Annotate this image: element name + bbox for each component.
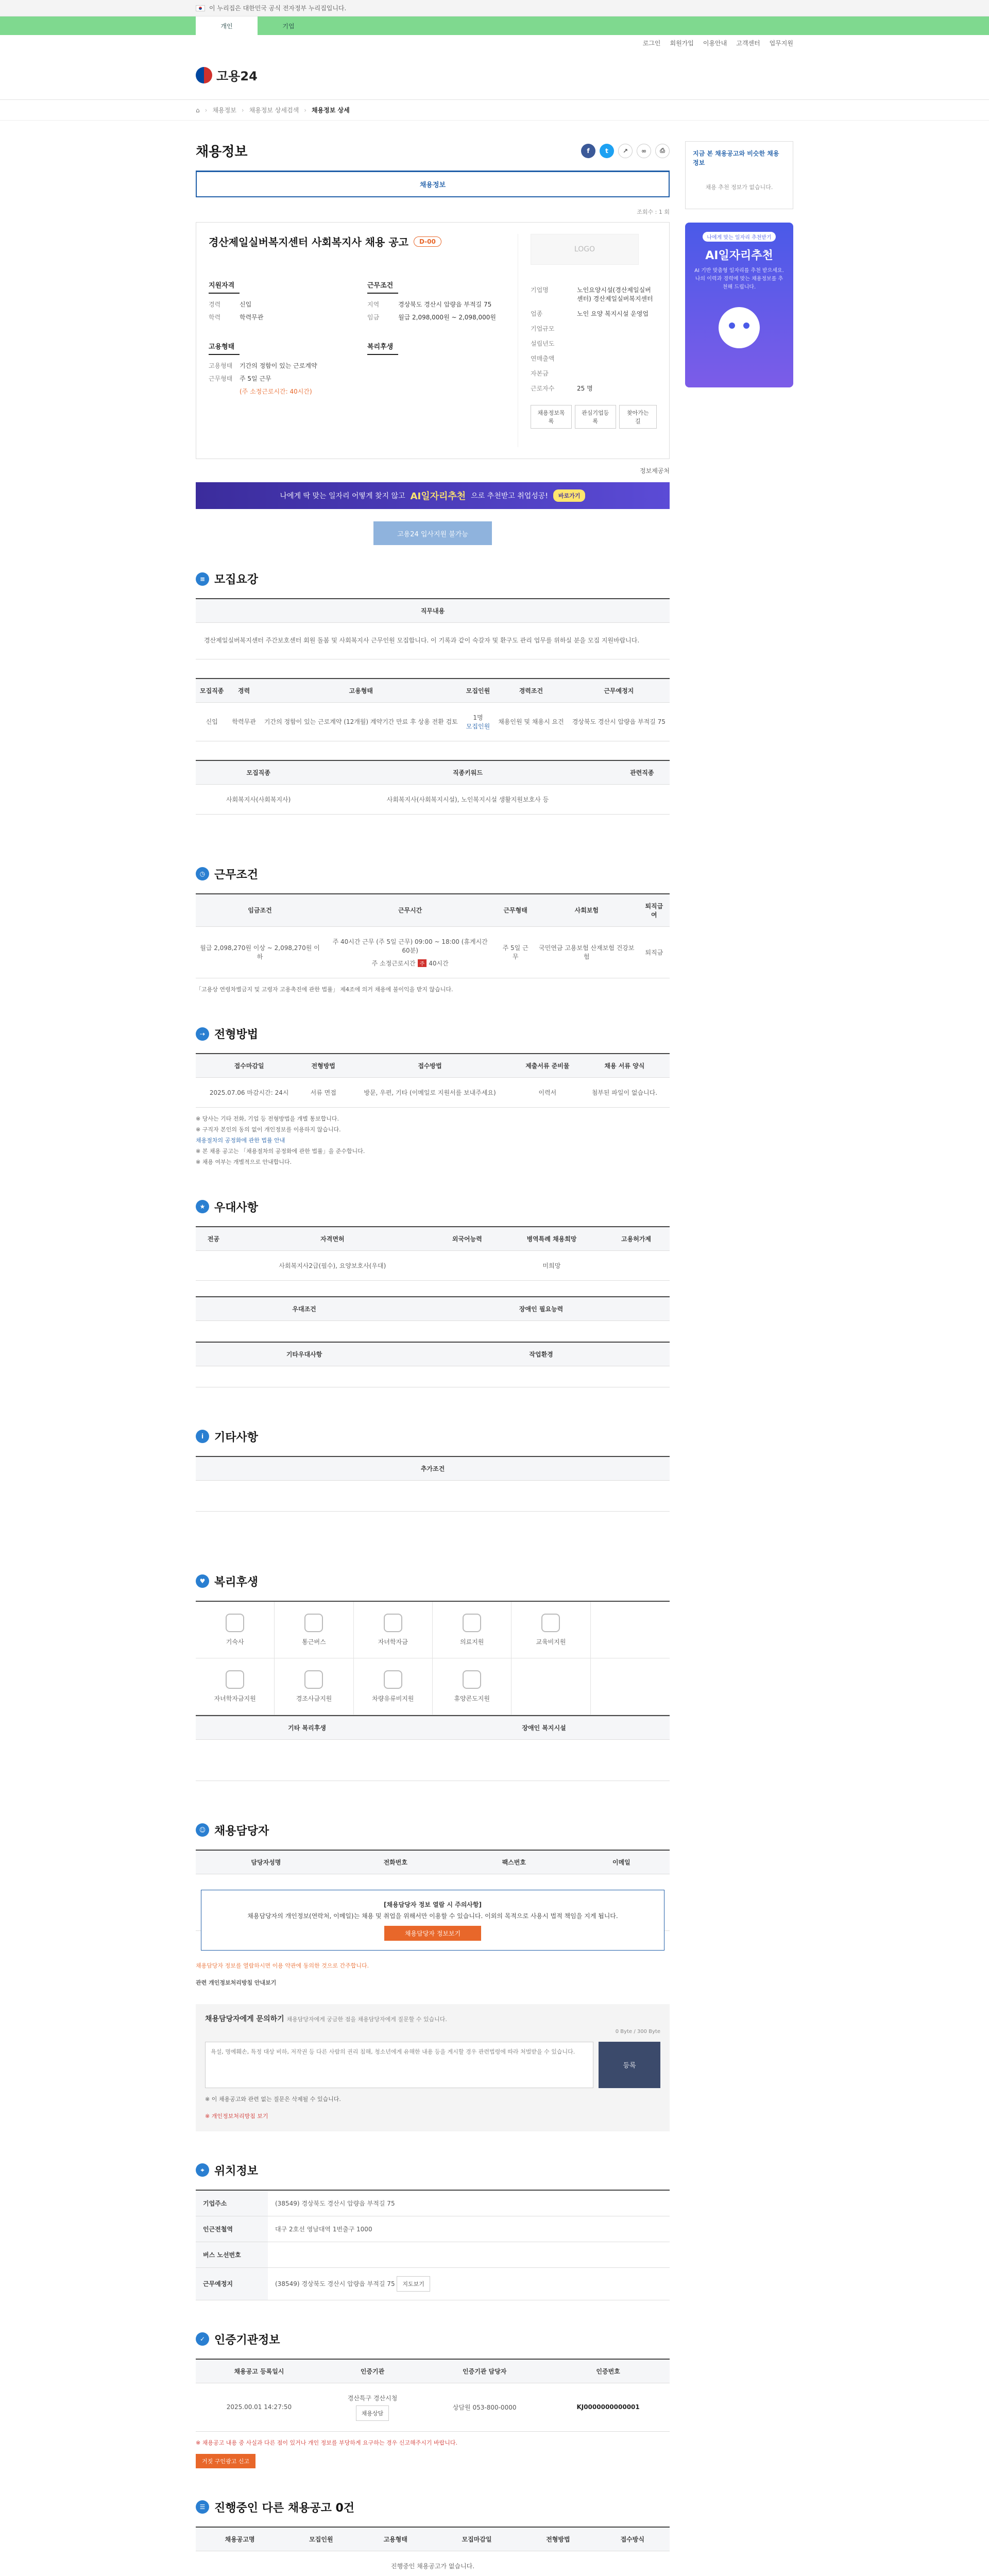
table-cell [603, 1250, 670, 1280]
table-header: 제출서류 준비물 [516, 1054, 579, 1078]
table-header: 접수방법 [344, 1054, 516, 1078]
chevron-right-icon: › [304, 106, 306, 114]
car-icon [384, 1670, 402, 1689]
table-header: 이메일 [573, 1850, 670, 1874]
table-header: 고용형태 [260, 679, 462, 703]
ai-recommend-banner[interactable] [196, 482, 670, 509]
label: 근로자수 [531, 385, 555, 392]
graduation-icon [541, 1614, 560, 1632]
posting-title-text: 경산제일실버복지센터 사회복지사 채용 공고 [209, 236, 408, 248]
main-content [196, 121, 670, 2576]
similar-jobs-box [685, 141, 793, 209]
welfare-label: 의료지원 [459, 1638, 484, 1646]
tab-company[interactable]: 기업 [282, 22, 295, 30]
table-header: 작업환경 [413, 1342, 670, 1366]
table-row [196, 702, 670, 741]
welfare-item [433, 1658, 511, 1715]
table-header: 채용공고명 [196, 2527, 284, 2551]
welfare-summary [367, 341, 505, 400]
section-recruit [196, 571, 670, 587]
section-label: 복리후생 [367, 341, 398, 355]
table-cell: 2025.07.06 마감시간: 24시 [196, 1078, 302, 1108]
welfare-item [591, 1658, 670, 1715]
gift-box-icon [304, 1670, 323, 1689]
info-provider-link[interactable]: 정보제공처 [640, 467, 670, 474]
map-pin-icon: ⌖ [196, 2163, 209, 2177]
hours-value: 40시간 [429, 959, 449, 967]
table-header: 장애인 복지시설 [418, 1716, 670, 1740]
table-row [196, 2242, 670, 2267]
table-header: 자격면허 [231, 1227, 434, 1251]
table-cell: 1명 [473, 714, 483, 721]
table-header: 모집인원 [462, 679, 494, 703]
label: 학력 [209, 314, 221, 321]
other-jobs-table [196, 2527, 670, 2576]
work-conditions [367, 280, 505, 326]
banner-go-button[interactable]: 바로가기 [553, 489, 586, 502]
note-line: ※ 채용 여부는 개별적으로 안내합니다. [196, 1159, 292, 1166]
welfare-item [354, 1658, 433, 1715]
hours-note: 주 소정근로시간 [371, 959, 416, 967]
label: 기업규모 [531, 325, 555, 332]
robot-icon [719, 307, 760, 348]
table-row [196, 1078, 670, 1108]
document-icon: ≡ [196, 572, 209, 586]
table-header: 모집마감일 [433, 2527, 521, 2551]
ai-chip: 나에게 맞는 일자리 추천받기 [703, 232, 775, 242]
education-icon [384, 1614, 402, 1632]
contact-privacy-popup [201, 1890, 664, 1951]
table-header: 고용형태 [359, 2527, 433, 2551]
section-label: 고용형태 [209, 341, 240, 355]
util-bar [0, 35, 989, 50]
table-header: 직종키워드 [321, 760, 614, 785]
breadcrumb-item[interactable]: 채용정보 [212, 107, 236, 114]
section-work [196, 866, 670, 882]
table-header: 근무시간 [324, 894, 496, 927]
company-industry: 노인 요양 복지시설 운영업 [577, 310, 649, 317]
ai-desc: AI 기반 맞춤형 일자리를 추천 받으세요. 나의 이력과 경력에 맞는 채용정보를 추천해 드립니다. [694, 268, 784, 290]
work-table [196, 893, 670, 978]
table-header: 채용 서류 양식 [579, 1054, 670, 1078]
popup-title: [채용담당자 정보 열람 시 주의사항] [384, 1901, 482, 1908]
share-icon[interactable]: ↗ [618, 144, 633, 158]
flow-icon: ⇢ [196, 1027, 209, 1041]
age-law-note[interactable]: 「고용상 연령차별금지 및 고령자 고용촉진에 관한 법률」 제4조에 의거 채용에 불이익을 받지 않습니다. [196, 986, 453, 993]
site-header [0, 50, 989, 100]
welfare-label: 교육비지원 [536, 1638, 566, 1646]
view-count: 조회수 : 1 회 [637, 209, 670, 215]
process-notes [196, 1114, 670, 1167]
table-row [196, 2383, 670, 2431]
table-row [196, 2190, 670, 2216]
table-header: 기타우대사항 [196, 1342, 413, 1366]
section-title: 근무조건 [214, 868, 259, 882]
table-header: 사회보험 [535, 894, 639, 927]
welfare-item [275, 1602, 353, 1658]
flag-icon [196, 5, 205, 11]
note-line: ※ 이 채용공고와 관련 없는 질문은 삭제될 수 있습니다. [205, 2095, 341, 2103]
section-title: 인증기관정보 [214, 2333, 280, 2347]
company-name: 노인요양시설(경산제일실버센터) 경산제일실버복지센터 [577, 286, 653, 302]
row-label: 인근전철역 [196, 2216, 268, 2242]
job-description: 경산제일실버복지센터 주간보호센터 회원 돌봄 및 사회복지사 근무인원 모집합니다. 이 기록과 같이 숙갈자 및 환구도 관리 업무를 위하실 분을 모집 지원바랍니다. [196, 623, 670, 659]
table-cell [196, 1250, 231, 1280]
section-process [196, 1026, 670, 1042]
company-capital [577, 369, 657, 378]
section-title: 모집요강 [214, 573, 259, 586]
directions-button[interactable]: 찾아가는 길 [619, 405, 657, 429]
site-logo[interactable] [196, 66, 258, 84]
favorite-company-button[interactable]: 관심기업등록 [575, 405, 616, 429]
table-cell [615, 784, 670, 814]
table-header: 전화번호 [336, 1850, 455, 1874]
row-label: 버스 노선번호 [196, 2242, 268, 2267]
gift-icon: ♥ [196, 1574, 209, 1588]
table-header: 전공 [196, 1227, 231, 1251]
table-cell: 이력서 [516, 1078, 579, 1108]
banner-tail: 으로 추천받고 취업성공! [471, 492, 548, 500]
subway-value: 대구 2호선 영남대역 1번출구 1000 [268, 2216, 670, 2242]
view-contact-button[interactable]: 채용담당자 정보보기 [384, 1926, 481, 1941]
note-line: ※ 구직자 본인의 동의 없이 개인정보를 이용하지 않습니다. [196, 1126, 341, 1133]
insurance-cell: 국민연금 고용보험 산재보험 건강보험 [535, 926, 639, 978]
note-line: ※ 당사는 기타 전화, 기업 등 전형방법을 개별 통보합니다. [196, 1115, 339, 1123]
section-title: 복리후생 [214, 1575, 259, 1589]
label: 업종 [531, 310, 543, 317]
table-header: 직무내용 [196, 599, 670, 623]
print-icon[interactable]: ⎙ [655, 144, 670, 158]
inquiry-box [196, 2004, 670, 2131]
table-cell: 사회복지사(사회복지사) [196, 784, 321, 814]
inquiry-input[interactable] [205, 2042, 593, 2088]
apply-qualification [209, 280, 347, 326]
ai-title: AI일자리추천 [705, 249, 773, 262]
section-other-jobs [196, 2499, 670, 2515]
privacy-link[interactable]: ※ 개인정보처리방침 보기 [205, 2112, 268, 2120]
resort-icon [463, 1670, 481, 1689]
table-header: 관련직종 [615, 760, 670, 785]
util-signup[interactable]: 회원가입 [670, 39, 694, 47]
star-icon: ★ [196, 1200, 209, 1213]
table-header: 고용허가제 [603, 1227, 670, 1251]
contact-warning: 채용담당자 정보를 열람하시면 이용 약관에 동의한 것으로 간주합니다. [196, 1962, 369, 1970]
child-icon [226, 1670, 244, 1689]
process-table [196, 1053, 670, 1108]
section-title: 전형방법 [214, 1028, 259, 1042]
table-header: 모집직종 [196, 760, 321, 785]
table-header: 기타 복리후생 [196, 1716, 418, 1740]
apply-button[interactable]: 고용24 입사지원 불가능 [373, 521, 492, 545]
welfare-item [196, 1602, 275, 1658]
chevron-right-icon: › [204, 106, 208, 114]
prefer-table-2 [196, 1296, 670, 1387]
table-row [196, 1480, 670, 1511]
table-row [196, 1366, 670, 1387]
company-sales [577, 354, 657, 363]
list-icon: ☰ [196, 2500, 209, 2514]
career-value: 신입 [240, 301, 252, 308]
device-bar [0, 16, 989, 35]
table-cell [434, 1250, 501, 1280]
job-keyword-table [196, 760, 670, 815]
company-founded [577, 339, 657, 348]
shield-icon: ✓ [196, 2332, 209, 2346]
table-cell: 2025.00.01 14:27:50 [196, 2383, 322, 2431]
privacy-policy-link[interactable]: 관련 개인정보처리방침 안내보기 [196, 1979, 277, 1987]
inquiry-title: 채용담당자에게 문의하기 [205, 2014, 284, 2023]
note-line: ※ 본 채용 공고는 「채용절차의 공정화에 관한 법률」을 준수합니다. [196, 1148, 365, 1155]
etc-table [196, 1456, 670, 1512]
table-cell: 첨부된 파일이 없습니다. [579, 1078, 670, 1108]
table-header: 인증기관 [322, 2359, 422, 2383]
table-header: 임금조건 [196, 894, 324, 927]
posting-title [209, 234, 505, 249]
location-table [196, 2190, 670, 2300]
chevron-right-icon: › [241, 106, 244, 114]
welfare-item [354, 1602, 433, 1658]
table-header: 담당자성명 [196, 1850, 336, 1874]
site-logo-text: 고용24 [216, 69, 258, 83]
workplace-value: (38549) 경상북도 경산시 압량읍 부적길 75 [275, 2280, 395, 2287]
table-row [196, 2267, 670, 2300]
table-row [196, 2551, 670, 2576]
breadcrumb-current: 채용정보 상세 [312, 107, 350, 114]
employment-type [209, 341, 347, 400]
table-header: 인증기관 담당자 [422, 2359, 547, 2383]
byte-counter: 0 Byte / 300 Byte [615, 2028, 660, 2035]
edu-value: 학력무관 [240, 314, 264, 321]
bus-icon [304, 1614, 323, 1632]
section-etc [196, 1429, 670, 1445]
label: 기업명 [531, 286, 549, 294]
false-ad-note: ※ 채용공고 내용 중 사실과 다른 점이 있거나 개인 정보를 부당하게 요구하는 경우 신고해주시기 바랍니다. [196, 2439, 457, 2446]
label: 설립년도 [531, 340, 555, 347]
recruit-table [196, 678, 670, 741]
welfare-item [511, 1602, 590, 1658]
ai-recommend-card[interactable] [685, 223, 793, 387]
table-row [196, 926, 670, 978]
breadcrumb [0, 100, 989, 121]
page-title: 채용정보 [196, 144, 248, 160]
table-header: 채용공고 등록일시 [196, 2359, 322, 2383]
util-support[interactable]: 고객센터 [736, 39, 760, 47]
table-cell: 사회복지사(사회복지시설), 노인복지시설 생활지원보호사 등 [321, 784, 614, 814]
gov-bar-text: 이 누리집은 대한민국 공식 전자정부 누리집입니다. [209, 5, 347, 12]
welfare-label: 자녀학자금지원 [214, 1694, 256, 1702]
twitter-icon[interactable]: t [600, 144, 614, 158]
label: 임금 [367, 314, 380, 321]
table-header: 퇴직급여 [639, 894, 670, 927]
table-row [196, 1320, 670, 1342]
report-false-ad-button[interactable]: 거짓 구인광고 신고 [196, 2454, 255, 2468]
util-work[interactable]: 업무지원 [769, 39, 793, 47]
table-cell: 기간의 정함이 있는 근로계약 (12개월) 계약기간 만료 후 상용 전환 검토 [260, 702, 462, 741]
empty-message: 진행중인 채용공고가 없습니다. [196, 2551, 670, 2576]
table-header: 추가조건 [196, 1456, 670, 1481]
cert-consult-button[interactable]: 채용상담 [356, 2405, 389, 2421]
section-title: 진행중인 다른 채용공고 0건 [214, 2501, 355, 2515]
section-label: 지원자격 [209, 280, 240, 294]
map-view-button[interactable]: 지도보기 [397, 2276, 430, 2292]
hours-badge: 주 [418, 959, 427, 967]
work-hours-note: (주 소정근로시간: 40시간) [240, 388, 312, 395]
table-cell: 경상북도 경산시 압량읍 부적길 75 [568, 702, 670, 741]
retire-cell: 퇴직금 [639, 926, 670, 978]
link-icon[interactable]: ∞ [637, 144, 651, 158]
hours-cell: 주 40시간 근무 (주 5일 근무) 09:00 ~ 18:00 (휴게시간 60분) [332, 938, 488, 954]
banner-highlight: AI일자리추천 [410, 491, 466, 502]
facebook-icon[interactable]: f [581, 144, 595, 158]
gov-bar [0, 0, 989, 16]
table-header: 팩스번호 [455, 1850, 573, 1874]
tab-job-info[interactable]: 채용정보 [196, 171, 670, 197]
similar-jobs-empty: 채용 추천 정보가 없습니다. [705, 184, 773, 191]
job-desc-table [196, 598, 670, 659]
section-contact [196, 1822, 670, 1838]
table-header: 외국어능력 [434, 1227, 501, 1251]
welfare-item [511, 1658, 590, 1715]
label: 자본금 [531, 370, 549, 377]
table-header: 접수방식 [595, 2527, 670, 2551]
cert-table [196, 2359, 670, 2432]
label: 근무형태 [209, 375, 233, 382]
table-row [196, 1250, 670, 1280]
label: 경력 [209, 301, 221, 308]
label: 연매출액 [531, 355, 555, 362]
table-header: 전형방법 [521, 2527, 595, 2551]
cert-number: KJ0000000000001 [547, 2383, 670, 2431]
section-title: 위치정보 [214, 2164, 259, 2178]
label: 고용형태 [209, 362, 233, 369]
dormitory-icon [226, 1614, 244, 1632]
table-cell: 서류 면접 [302, 1078, 344, 1108]
welfare-label: 자녀학자금 [378, 1638, 408, 1646]
recruit-count-link[interactable]: 모집인원 [466, 722, 490, 730]
welfare-item [196, 1658, 275, 1715]
section-location [196, 2162, 670, 2178]
similar-jobs-title: 지금 본 채용공고와 비슷한 채용 정보 [693, 150, 779, 166]
table-header: 근무예정지 [568, 679, 670, 703]
table-cell: 경산특구 경산시청 [347, 2394, 398, 2402]
emp-form-value: 주 5일 근무 [240, 375, 271, 382]
table-header: 우대조건 [196, 1297, 413, 1321]
welfare-label: 차량유류비지원 [372, 1694, 414, 1702]
welfare-item [591, 1602, 670, 1658]
welfare-label: 경조사금지원 [296, 1694, 332, 1702]
table-cell: 미희망 [501, 1250, 603, 1280]
table-header: 경력조건 [494, 679, 568, 703]
section-label: 근무조건 [367, 280, 398, 294]
side-panel [685, 141, 793, 387]
table-header: 경력 [228, 679, 260, 703]
section-welfare [196, 1573, 670, 1589]
row-label: 기업주소 [196, 2190, 268, 2216]
util-guide[interactable]: 이용안내 [703, 39, 727, 47]
table-header: 인증번호 [547, 2359, 670, 2383]
table-row [196, 2216, 670, 2242]
section-title: 우대사항 [214, 1201, 259, 1214]
breadcrumb-item[interactable]: 채용정보 상세검색 [249, 107, 299, 114]
person-icon: ☺ [196, 1823, 209, 1837]
company-summary [518, 234, 657, 447]
company-jobs-button[interactable]: 채용정보목록 [531, 405, 572, 429]
bus-value [268, 2242, 670, 2267]
welfare-label: 기숙사 [226, 1638, 244, 1646]
address-value: (38549) 경상북도 경산시 압량읍 부적길 75 [268, 2190, 670, 2216]
table-cell: 사회복지사2급(필수), 요양보호사(우대) [231, 1250, 434, 1280]
table-row [196, 1739, 670, 1781]
inquiry-sub: 채용담당자에게 궁금한 점을 채용담당자에게 질문할 수 있습니다. [286, 2015, 447, 2023]
section-title: 채용담당자 [214, 1824, 269, 1838]
table-cell: 상담원 053-800-0000 [422, 2383, 547, 2431]
tab-personal[interactable]: 개인 [196, 16, 258, 35]
table-cell: 채용인원 및 채용시 요건 [494, 702, 568, 741]
section-cert [196, 2331, 670, 2347]
clock-icon: ◷ [196, 867, 209, 880]
table-header: 모집인원 [284, 2527, 358, 2551]
prefer-table [196, 1226, 670, 1281]
table-header: 근무형태 [496, 894, 535, 927]
table-cell: 방문, 우편, 기타 (이메일로 지원서를 보내주세요) [344, 1078, 516, 1108]
table-header: 모집직종 [196, 679, 228, 703]
region-value: 경상북도 경산시 압량읍 부적길 75 [398, 301, 492, 308]
table-header: 병역특례 채용희망 [501, 1227, 603, 1251]
table-header: 접수마감일 [196, 1054, 302, 1078]
welfare-grid [196, 1601, 670, 1715]
posting-summary [196, 222, 670, 459]
banner-text: 나에게 딱 맞는 일자리 어떻게 찾지 않고 [280, 492, 405, 500]
company-scale [577, 324, 657, 333]
wage-value: 월급 2,098,000원 ~ 2,098,000원 [398, 314, 497, 321]
section-title: 기타사항 [214, 1431, 259, 1444]
welfare-label: 통근버스 [302, 1638, 326, 1646]
table-header: 전형방법 [302, 1054, 344, 1078]
table-header: 장애인 필요능력 [413, 1297, 670, 1321]
welfare-item [433, 1602, 511, 1658]
inquiry-submit-button[interactable]: 등록 [599, 2042, 660, 2088]
company-logo: LOGO [531, 234, 639, 265]
util-login[interactable]: 로그인 [642, 39, 661, 47]
emp-type-value: 기간의 정함이 있는 근로계약 [240, 362, 317, 369]
label: 지역 [367, 301, 380, 308]
fair-hiring-link[interactable]: 채용절차의 공정화에 관한 법률 안내 [196, 1137, 285, 1144]
row-label: 근무예정지 [196, 2267, 268, 2300]
wage-cell: 월급 2,098,270원 이상 ~ 2,098,270원 이하 [196, 926, 324, 978]
taegeuk-icon [196, 67, 212, 83]
table-cell: 학력무관 [228, 702, 260, 741]
welfare-label: 휴양콘도지원 [454, 1694, 490, 1702]
home-icon[interactable]: ⌂ [196, 106, 200, 114]
welfare-item [275, 1658, 353, 1715]
welfare-etc-table [196, 1715, 670, 1781]
table-cell: 신입 [196, 702, 228, 741]
info-icon: i [196, 1430, 209, 1443]
dday-badge: D-00 [414, 236, 441, 247]
company-staff: 25 명 [577, 385, 593, 392]
form-cell: 주 5일 근무 [496, 926, 535, 978]
table-row [196, 784, 670, 814]
popup-text: 채용담당자의 개인정보(연락처, 이메일)는 채용 및 취업을 위해서만 이용할 수 있습니다. 이외의 목적으로 사용시 법적 책임을 지게 됩니다. [247, 1912, 618, 1920]
section-prefer [196, 1199, 670, 1215]
medical-icon [463, 1614, 481, 1632]
share-icons [581, 144, 670, 158]
